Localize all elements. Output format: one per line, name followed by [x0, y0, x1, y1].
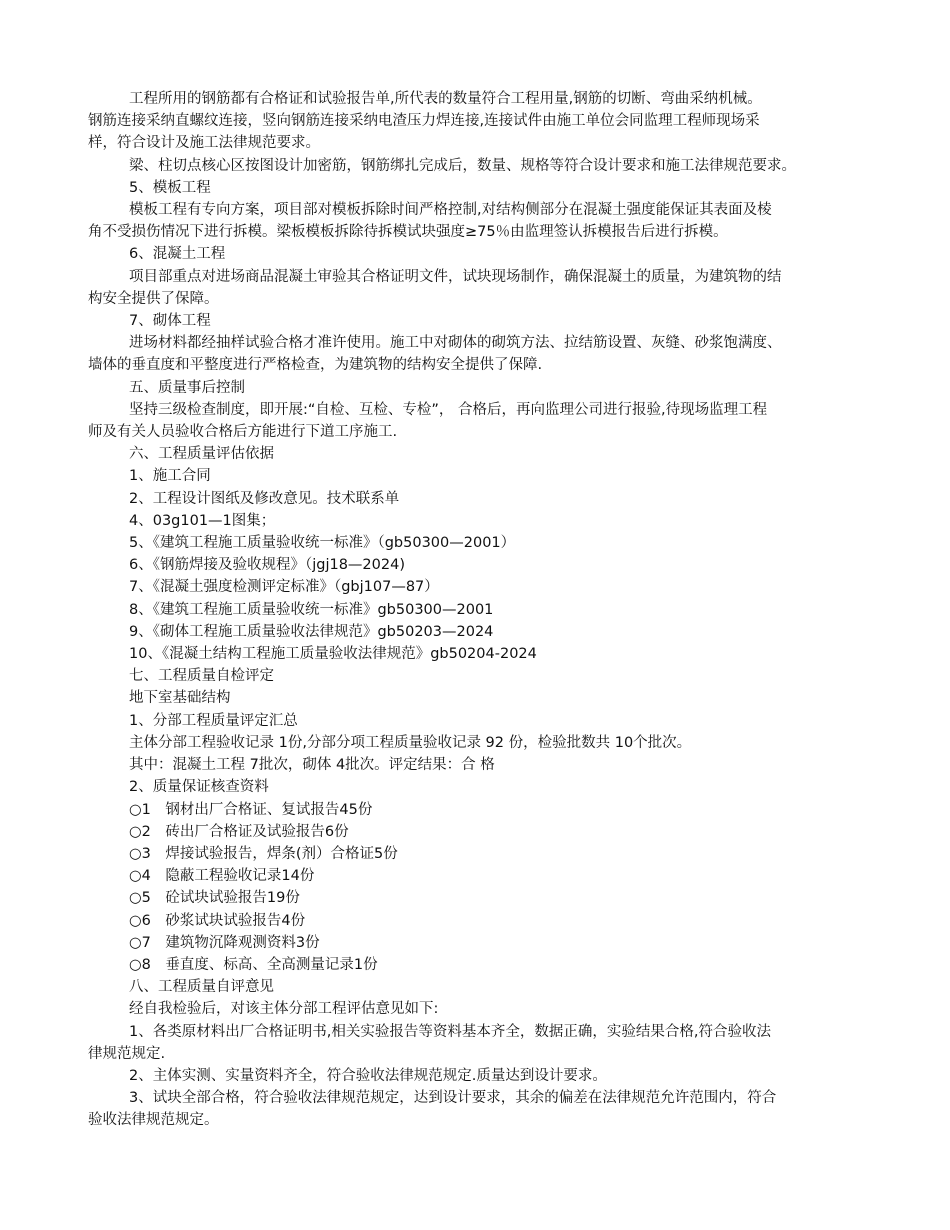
text-line: ○7 建筑物沉降观测资料3份 — [129, 934, 320, 951]
text-line: 主体分部工程验收记录 1份,分部分项工程质量验收记录 92 份，检验批数共 10个批次。 — [129, 734, 692, 751]
text-line: 墙体的垂直度和平整度进行严格检查，为建筑物的结构安全提供了保障. — [88, 357, 543, 374]
text-line: 项目部重点对进场商品混凝土审验其合格证明文件，试块现场制作，确保混凝土的质量，为建筑物的结 — [129, 268, 782, 285]
text-line: 2、主体实测、实量资料齐全，符合验收法律规范规定.质量达到设计要求。 — [129, 1067, 607, 1084]
text-line: ○6 砂浆试块试验报告4份 — [129, 912, 306, 929]
text-line: 进场材料都经抽样试验合格才准许使用。施工中对砌体的砌筑方法、拉结筋设置、灰缝、砂浆饱满度、 — [129, 335, 782, 352]
text-line: ○5 砼试块试验报告19份 — [129, 890, 300, 907]
text-line: 其中：混凝土工程 7批次，砌体 4批次。评定结果：合 格 — [129, 757, 495, 774]
text-line: 模板工程有专向方案，项目部对模板拆除时间严格控制,对结构侧部分在混凝土强度能保证其表面及棱 — [129, 202, 772, 219]
text-line: 样，符合设计及施工法律规范要求。 — [88, 135, 320, 152]
text-line: 坚持三级检查制度，即开展:“自检、互检、专检”， 合格后，再向监理公司进行报验,待现场监理工程 — [129, 401, 768, 418]
document-body — [88, 88, 864, 1132]
text-line: 六、工程质量评估依据 — [129, 446, 274, 463]
text-line: 钢筋连接采纳直螺纹连接，竖向钢筋连接采纳电渣压力焊连接,连接试件由施工单位会同监理工程师现场采 — [88, 113, 760, 130]
text-line: 1、各类原材料出厂合格证明书,相关实验报告等资料基本齐全，数据正确，实验结果合格,符合验收法 — [129, 1023, 771, 1040]
text-line: ○3 焊接试验报告，焊条(剂）合格证5份 — [129, 845, 398, 862]
text-line: 6、混凝土工程 — [129, 246, 226, 263]
text-line: 五、质量事后控制 — [129, 379, 245, 396]
text-line: 1、施工合同 — [129, 468, 211, 485]
text-line: 地下室基础结构 — [129, 690, 231, 707]
text-line: 5、模板工程 — [129, 179, 211, 196]
text-line: 七、工程质量自检评定 — [129, 668, 274, 685]
text-line: 梁、柱切点核心区按图设计加密筋，钢筋绑扎完成后，数量、规格等符合设计要求和施工法律规范要求。 — [129, 157, 796, 174]
text-line: 构安全提供了保障。 — [88, 290, 219, 307]
text-line: 3、试块全部合格，符合验收法律规范规定，达到设计要求，其余的偏差在法律规范允许范围内，符合 — [129, 1090, 777, 1107]
text-line: ○2 砖出厂合格证及试验报告6份 — [129, 823, 349, 840]
text-line: 经自我检验后，对该主体分部工程评估意见如下: — [129, 1001, 439, 1018]
text-line: 7、砌体工程 — [129, 313, 211, 330]
text-line: 师及有关人员验收合格后方能进行下道工序施工. — [88, 424, 398, 441]
text-line: 4、03g101—1图集； — [129, 512, 276, 529]
text-line: 8、《建筑工程施工质量验收统一标准》gb50300—2001 — [129, 601, 494, 618]
text-line: 10、《混凝土结构工程施工质量验收法律规范》gb50204-2024 — [129, 646, 537, 663]
text-line: ○4 隐蔽工程验收记录14份 — [129, 868, 315, 885]
text-line: 2、质量保证核查资料 — [129, 779, 269, 796]
text-line: 6、《钢筋焊接及验收规程》（jgj18—2024) — [129, 557, 405, 574]
text-line: 角不受损伤情况下进行拆模。梁板模板拆除待拆模试块强度≥75％由监理签认拆模报告后进行拆模。 — [88, 224, 728, 241]
text-line: 7、《混凝土强度检测评定标准》（gbj107—87） — [129, 579, 439, 596]
text-line: ○8 垂直度、标高、全高测量记录1份 — [129, 956, 378, 973]
text-line: 验收法律规范规定。 — [88, 1112, 219, 1129]
text-line: 八、工程质量自评意见 — [129, 979, 274, 996]
text-line: 5、《建筑工程施工质量验收统一标准》（gb50300—2001） — [129, 535, 516, 552]
text-line: 工程所用的钢筋都有合格证和试验报告单,所代表的数量符合工程用量,钢筋的切断、弯曲采纳机械。 — [129, 91, 762, 107]
text-line: 2、工程设计图纸及修改意见。技术联系单 — [129, 490, 400, 507]
text-line: 1、分部工程质量评定汇总 — [129, 712, 298, 729]
text-line: 9、《砌体工程施工质量验收法律规范》gb50203—2024 — [129, 623, 494, 640]
text-line: 律规范规定. — [88, 1045, 166, 1062]
text-line: ○1 钢材出厂合格证、复试报告45份 — [129, 801, 373, 818]
